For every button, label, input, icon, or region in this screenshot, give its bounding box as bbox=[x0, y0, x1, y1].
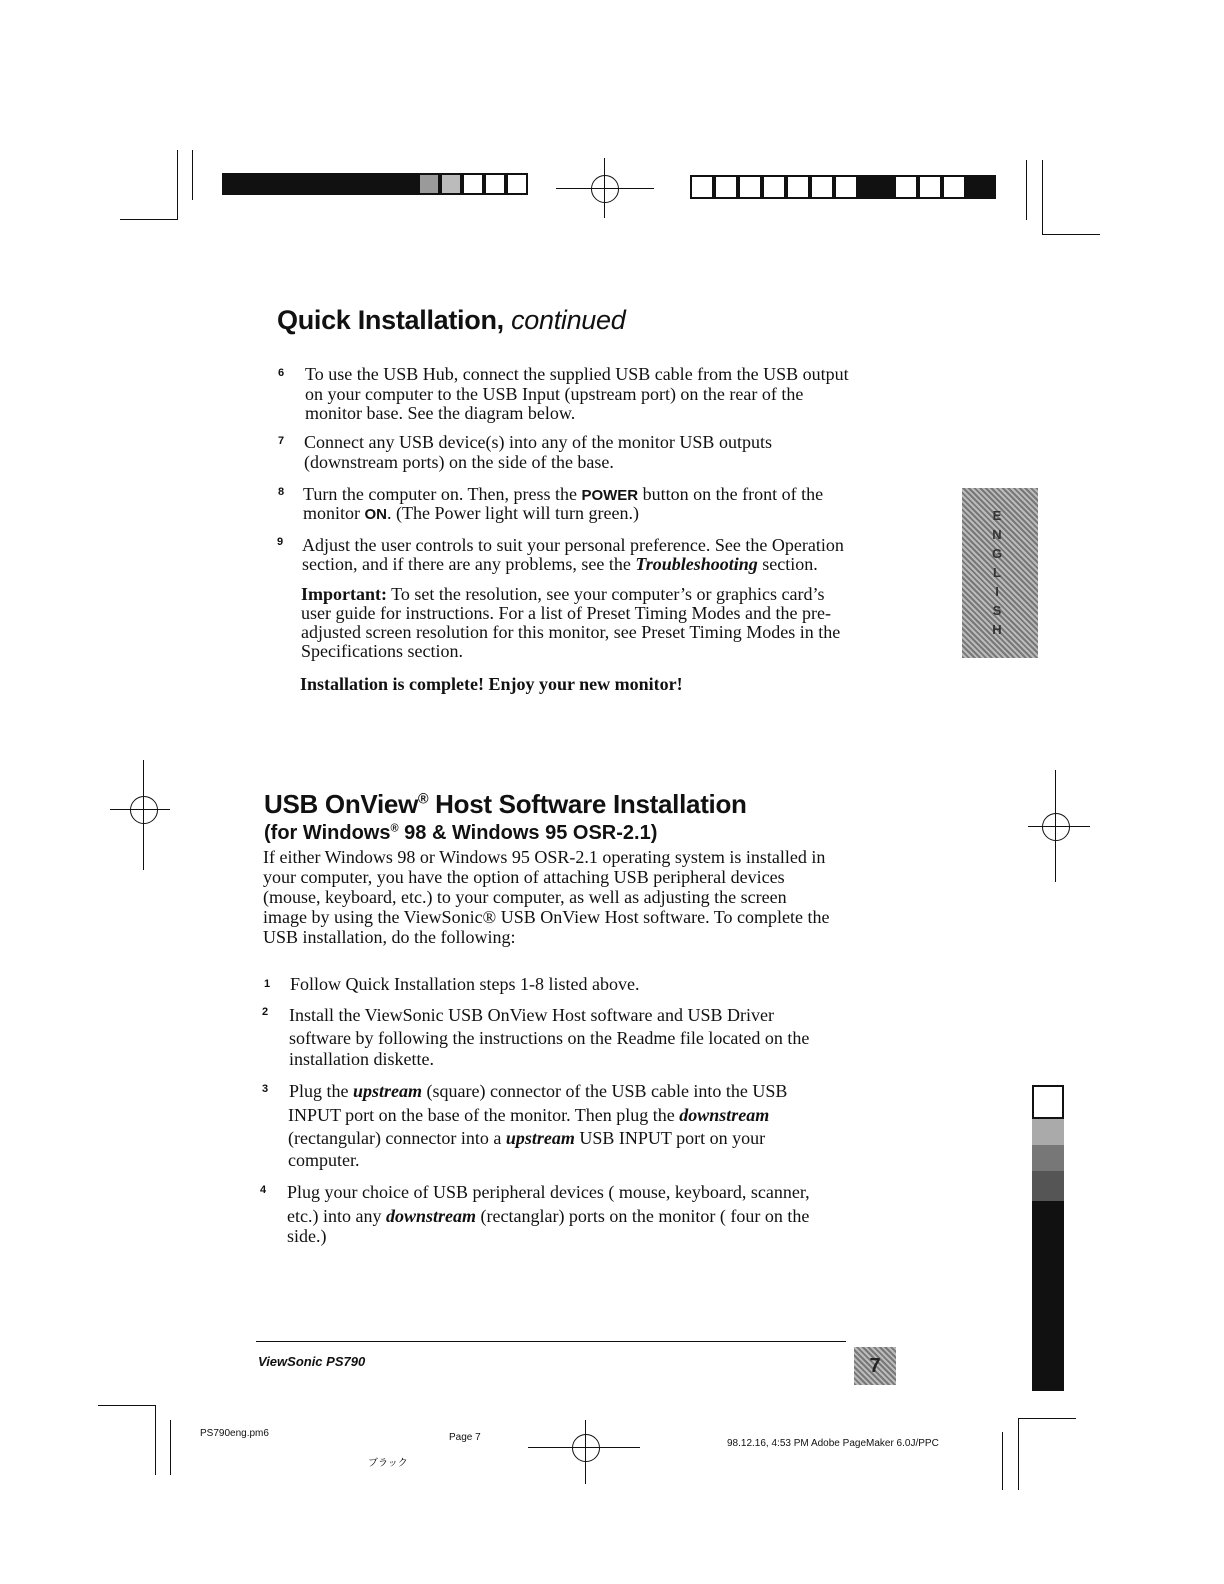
side-tab-letter: E bbox=[992, 508, 1002, 523]
important-line bbox=[301, 586, 824, 603]
text: 98 & Windows 95 OSR-2.1) bbox=[398, 822, 658, 844]
section-title-continued: continued bbox=[511, 305, 626, 335]
side-tab-english bbox=[962, 488, 1038, 658]
step-number: 8 bbox=[278, 486, 285, 498]
intro-line: (mouse, keyboard, etc.) to your computer, as well as adjusting the screen bbox=[263, 887, 787, 907]
text: Turn the computer on. Then, press the bbox=[303, 484, 582, 504]
text: etc.) into any bbox=[287, 1206, 386, 1226]
step-line: computer. bbox=[288, 1150, 360, 1170]
section-subtitle bbox=[264, 822, 657, 845]
step-line: monitor base. See the diagram below. bbox=[305, 403, 576, 423]
step-line: Adjust the user controls to suit your personal preference. See the Operation bbox=[302, 535, 844, 555]
upstream-term: upstream bbox=[353, 1081, 423, 1101]
section-title-text: Quick Installation, bbox=[277, 305, 504, 335]
text: (rectangular) connector into a bbox=[288, 1128, 506, 1148]
text: (rectanglar) ports on the monitor ( four on the bbox=[476, 1206, 810, 1226]
footer-filename: PS790eng.pm6 bbox=[200, 1428, 269, 1439]
step-number: 6 bbox=[278, 367, 285, 379]
step-line: software by following the instructions on the Readme file located on the bbox=[289, 1028, 810, 1048]
important-line: user guide for instructions. For a list of Preset Timing Modes and the pre- bbox=[301, 603, 831, 623]
page-number-badge: 7 bbox=[854, 1347, 896, 1385]
step-line: side.) bbox=[287, 1226, 327, 1246]
section-title-quick-installation bbox=[277, 305, 625, 336]
downstream-term: downstream bbox=[385, 1206, 476, 1226]
step-number: 9 bbox=[277, 536, 284, 548]
step-line bbox=[288, 1107, 769, 1124]
side-tab-letter: G bbox=[991, 546, 1003, 561]
intro-line: USB installation, do the following: bbox=[263, 927, 516, 947]
text: USB OnView bbox=[264, 789, 419, 819]
step-number: 7 bbox=[278, 435, 285, 447]
text: . (The Power light will turn green.) bbox=[387, 503, 639, 523]
step-line bbox=[289, 1083, 787, 1100]
important-line: Specifications section. bbox=[301, 641, 463, 661]
step-line: (downstream ports) on the side of the base. bbox=[304, 452, 614, 472]
step-number: 3 bbox=[262, 1083, 269, 1095]
footer-brand: ViewSonic PS790 bbox=[258, 1354, 366, 1369]
step-line: on your computer to the USB Input (upstream port) on the rear of the bbox=[305, 384, 804, 404]
important-label: Important: bbox=[301, 584, 387, 604]
text: To set the resolution, see your computer’s or graphics card’s bbox=[387, 584, 825, 604]
power-label: POWER bbox=[581, 487, 639, 504]
downstream-term: downstream bbox=[679, 1105, 770, 1125]
step-line bbox=[288, 1130, 765, 1147]
important-line: adjusted screen resolution for this monitor, see Preset Timing Modes in the bbox=[301, 622, 841, 642]
intro-line: image by using the ViewSonic® USB OnView Host software. To complete the bbox=[263, 907, 830, 927]
registered-mark: ® bbox=[390, 822, 399, 835]
section-title-usb-onview bbox=[264, 789, 747, 820]
footer-katakana: ブラック bbox=[368, 1458, 408, 1469]
text: (square) connector of the USB cable into the USB bbox=[422, 1081, 788, 1101]
side-tab-letter: L bbox=[993, 565, 1001, 580]
step-number: 1 bbox=[264, 978, 271, 990]
step-number: 2 bbox=[262, 1006, 269, 1018]
text: USB INPUT port on your bbox=[574, 1128, 766, 1148]
side-tab-letter: H bbox=[992, 622, 1002, 637]
footer-timestamp: 98.12.16, 4:53 PM Adobe PageMaker 6.0J/PPC bbox=[727, 1438, 939, 1449]
text: (for Windows bbox=[264, 822, 391, 844]
step-line: installation diskette. bbox=[289, 1049, 434, 1069]
intro-line: your computer, you have the option of attaching USB peripheral devices bbox=[263, 867, 785, 887]
footer-page: Page 7 bbox=[449, 1432, 481, 1443]
upstream-term: upstream bbox=[505, 1128, 575, 1148]
on-label: ON bbox=[364, 506, 387, 523]
side-tab-letter: N bbox=[992, 527, 1002, 542]
intro-line: If either Windows 98 or Windows 95 OSR-2.1 operating system is installed in bbox=[263, 847, 826, 867]
step-line bbox=[303, 486, 823, 504]
step-line bbox=[302, 556, 818, 573]
text: monitor bbox=[303, 503, 365, 523]
footer-rule bbox=[256, 1341, 846, 1342]
step-number: 4 bbox=[260, 1184, 267, 1196]
step-line bbox=[287, 1208, 809, 1225]
side-tab-letter: S bbox=[992, 603, 1002, 618]
troubleshooting-ref: Troubleshooting bbox=[635, 554, 758, 574]
text: section. bbox=[757, 554, 818, 574]
step-line bbox=[303, 505, 639, 523]
installation-complete: Installation is complete! Enjoy your new monitor! bbox=[300, 674, 683, 694]
step-line: Follow Quick Installation steps 1-8 listed above. bbox=[290, 974, 640, 994]
text: button on the front of the bbox=[638, 484, 824, 504]
step-line: Install the ViewSonic USB OnView Host software and USB Driver bbox=[289, 1005, 774, 1025]
step-line: Connect any USB device(s) into any of the monitor USB outputs bbox=[304, 432, 772, 452]
side-tab-letter: I bbox=[995, 584, 999, 599]
registered-mark: ® bbox=[418, 791, 429, 808]
text: Host Software Installation bbox=[428, 789, 747, 819]
text: section, and if there are any problems, see the bbox=[302, 554, 636, 574]
step-line: To use the USB Hub, connect the supplied USB cable from the USB output bbox=[305, 364, 849, 384]
step-line: Plug your choice of USB peripheral devices ( mouse, keyboard, scanner, bbox=[287, 1182, 810, 1202]
text: Plug the bbox=[289, 1081, 354, 1101]
text: INPUT port on the base of the monitor. Then plug the bbox=[288, 1105, 680, 1125]
